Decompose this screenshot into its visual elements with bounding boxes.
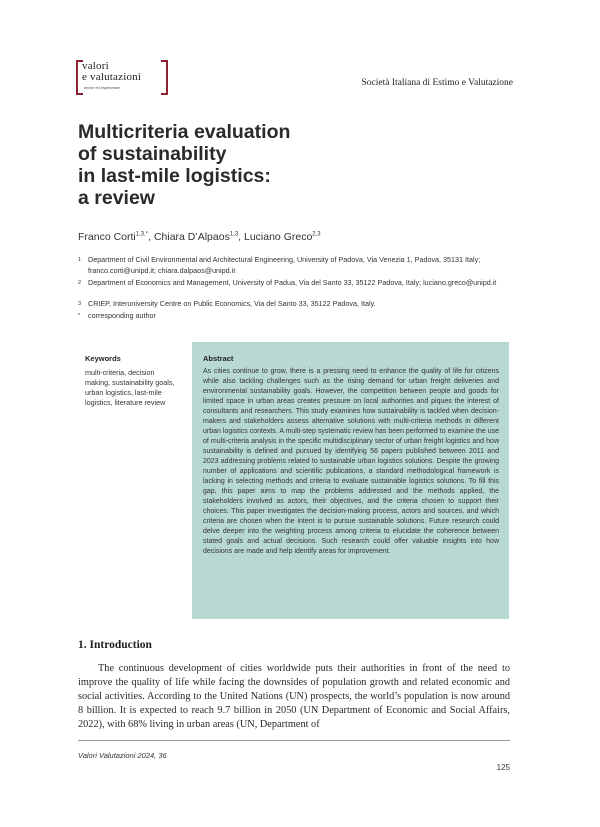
- affiliation-3-text: CRIEP, Interuniversity Centre on Public Economics, Via del Santo 33, 35122 Padova, Italy.: [88, 299, 376, 308]
- author-2-sup: 1,3: [229, 231, 239, 238]
- logo-bracket-right: [161, 60, 168, 95]
- affiliation-3: [78, 299, 518, 310]
- author-1: Franco Corti: [78, 231, 136, 243]
- affiliation-2: [78, 278, 518, 289]
- keywords-heading: Keywords: [85, 354, 121, 363]
- title-line-1: Multicriteria evaluation: [78, 121, 291, 143]
- corresponding-text: corresponding author: [88, 311, 156, 320]
- logo-tagline: teorie ed esperienze: [84, 85, 120, 90]
- affiliation-1-number: 1: [78, 257, 82, 263]
- affiliation-2-text: Department of Economics and Management, University of Padua, Via del Santo 33, 35122 Padova, Italy; luciano.greco@unipd.it: [88, 278, 497, 287]
- paper-title: [78, 121, 378, 209]
- journal-logo: [76, 60, 168, 94]
- author-list: [78, 231, 321, 243]
- section-heading-introduction: 1. Introduction: [78, 639, 152, 651]
- title-line-2: of sustainability: [78, 143, 227, 165]
- corresponding-author-note: [78, 311, 518, 322]
- corresponding-marker: *: [78, 313, 81, 319]
- author-1-sup: 1,3,*: [135, 231, 149, 238]
- affiliation-2-number: 2: [78, 280, 82, 286]
- abstract-heading: Abstract: [203, 354, 234, 363]
- author-2: , Chiara D’Alpaos: [148, 231, 230, 243]
- logo-line-1: valori: [82, 60, 109, 72]
- author-3-sup: 2,3: [312, 231, 321, 238]
- society-name: Società Italiana di Estimo e Valutazione: [361, 78, 513, 88]
- keywords-list: multi-criteria, decision making, sustainability goals, urban logistics, last-mile logistics, literature review: [85, 368, 175, 407]
- introduction-paragraph: The continuous development of cities worldwide puts their authorities in front of the need to improve the quality of life while facing the downsides of population growth and related economic and social activities. According to the United Nations (UN) prospects, the world’s population is now around 8 billion. It is expected to reach 9.7 billion in 2050 (UN Department of Economic and Social Affairs, 2022), with 68% living in urban areas (UN, Department of: [78, 663, 510, 730]
- title-line-4: a review: [78, 187, 155, 209]
- affiliation-1: [78, 255, 518, 276]
- title-line-3: in last-mile logistics:: [78, 165, 271, 187]
- footer-divider: [78, 740, 510, 741]
- author-3: , Luciano Greco: [238, 231, 313, 243]
- abstract-text: As cities continue to grow, there is a pressing need to enhance the quality of life for citizens while also tackling challenges such as the rising demand for urban freight deliveries and environmental sustainability goals. However, the competition between people and goods for limited space in urban areas creates pressure on local authorities and piques the interest of consultants and researchers. This study examines how sustainability is tackled when decision-makers and stakeholders assess alternative solutions with multi-criteria methods in different urban logistics contexts. A multi-step systematic review has been performed to examine the use of multi-criteria analysis in the specific multidisciplinary sector of urban freight logistics and how sustainability is defined and pursued by identifying 56 papers published between 2011 and 2023 addressing problems related to sustainable urban logistics solutions. Despite the growing number of applications and scientific publications, a standard methodological framework is lacking in selecting methods and criteria to evaluate sustainable logistics solutions. To fill this gap, this paper aims to map the problems addressed and the methods applied, the stakeholders involved as actors, their objectives, and the criteria chosen to support their choices. This paper investigates the decision-making process, actors and sources, and which criteria are chosen when the intent is to pursue sustainable solutions. Future research could delve deeper into the weighting process among criteria to elucidate the coherence between stated goals and actual decisions. Such research could offer valuable insights into how decisions are made and help identify areas for improvement.: [203, 368, 499, 555]
- affiliation-1-text: Department of Civil Environmental and Architectural Engineering, University of Padova, Via Venezia 1, Padova, 35131 Italy; franco.corti@unipd.it; chiara.dalpaos@unipd.it: [88, 255, 481, 275]
- page-number: 125: [496, 763, 510, 772]
- affiliation-3-number: 3: [78, 301, 82, 307]
- logo-line-2: e valutazioni: [82, 71, 142, 83]
- journal-citation: Valori Valutazioni 2024, 36: [78, 751, 167, 760]
